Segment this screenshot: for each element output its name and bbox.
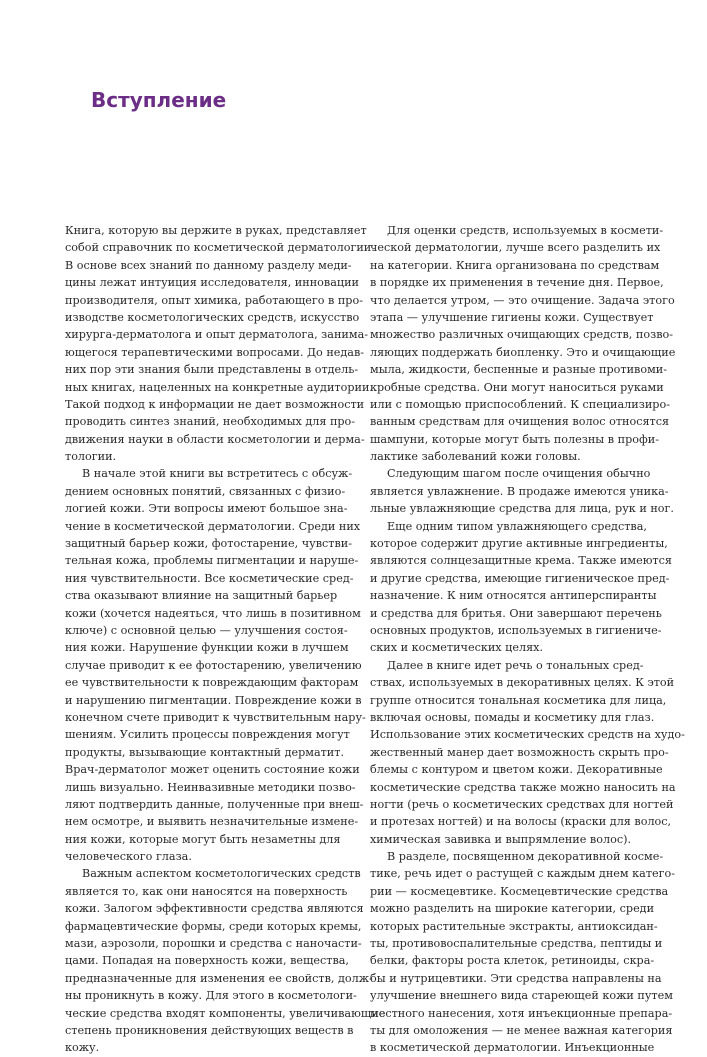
text-line: ны проникнуть в кожу. Для этого в косметологи- [65, 989, 357, 1003]
text-line: них пор эти знания были представлены в отдель- [65, 363, 359, 377]
text-line: химическая завивка и выпрямление волос). [370, 832, 631, 846]
text-line: человеческого глаза. [65, 850, 192, 864]
text-line: группе относится тональная косметика для лица, [370, 693, 667, 707]
text-line: Важным аспектом косметологических средств [82, 867, 361, 881]
text-line: можно разделить на широкие категории, среди [370, 902, 655, 916]
text-line: ческой дерматологии, лучше всего разделить их [370, 241, 661, 255]
text-line: и средства для бритья. Они завершают перечень [370, 606, 662, 620]
right-text-column [370, 222, 685, 1057]
text-line: ния кожи, которые могут быть незаметны для [65, 832, 341, 846]
text-line: блемы с контуром и цветом кожи. Декоративные [370, 763, 663, 777]
text-line: ния кожи. Нарушение функции кожи в лучшем [65, 641, 349, 655]
text-line: рии — космецевтике. Космецевтические средства [370, 884, 669, 898]
text-line: Такой подход к информации не дает возможности [65, 397, 365, 411]
text-line: белки, факторы роста клеток, ретиноиды, скра- [370, 954, 655, 968]
text-line: или с помощью приспособлений. К специализиро- [370, 397, 670, 411]
text-line: ющегося терапевтическими вопросами. До недав- [65, 345, 365, 359]
text-line: включая основы, помады и косметику для глаз. [370, 710, 655, 724]
text-line: тологии. [65, 450, 117, 464]
text-line: степень проникновения действующих веществ в [65, 1023, 354, 1037]
text-line: ты, противовоспалительные средства, пептиды и [370, 937, 663, 951]
text-line: хирурга-дерматолога и опыт дерматолога, занима- [65, 328, 369, 342]
text-line: ческие средства входят компоненты, увеличивающие [65, 1006, 386, 1020]
text-line: мази, аэрозоли, порошки и средства с наночасти- [65, 937, 362, 951]
text-line: которых растительные экстракты, антиоксидан- [370, 919, 658, 933]
text-line: В основе всех знаний по данному разделу меди- [65, 258, 352, 272]
text-line: дением основных понятий, связанных с физио- [65, 484, 346, 498]
text-line: льные увлажняющие средства для лица, рук и ног. [370, 502, 674, 516]
text-line: кожи (хочется надеяться, что лишь в позитивном [65, 606, 361, 620]
text-line: улучшение внешнего вида стареющей кожи путем [370, 989, 673, 1003]
text-line: ее чувствительности к повреждающим факторам [65, 676, 359, 690]
text-line: конечном счете приводит к чувствительным нару- [65, 710, 366, 724]
text-line: Врач-дерматолог может оценить состояние кожи [65, 763, 360, 777]
text-line: тике, речь идет о растущей с каждым днем катего- [370, 867, 676, 881]
text-line: изводстве косметологических средств, искусство [65, 310, 360, 324]
text-line: и другие средства, имеющие гигиеническое пред- [370, 571, 670, 585]
text-line: Далее в книге идет речь о тональных сред- [387, 658, 644, 672]
text-line: защитный барьер кожи, фотостарение, чувстви- [65, 537, 353, 551]
text-line: цами. Попадая на поверхность кожи, вещества, [65, 954, 349, 968]
text-line: Книга, которую вы держите в руках, представляет [65, 224, 367, 237]
text-line: Следующим шагом после очищения обычно [387, 467, 651, 481]
text-line: кожи. Залогом эффективности средства являются [65, 902, 364, 916]
text-line: Еще одним типом увлажняющего средства, [387, 519, 647, 533]
text-line: являются солнцезащитные крема. Также имеются [370, 554, 672, 568]
text-line: производителя, опыт химика, работающего в про- [65, 293, 363, 307]
text-line: предназначенные для изменения ее свойств, долж- [65, 971, 373, 985]
text-line: и протезах ногтей) и на волосы (краски для волос, [370, 815, 672, 829]
text-line: продукты, вызывающие контактный дерматит. [65, 745, 345, 759]
text-line: тельная кожа, проблемы пигментации и наруше- [65, 554, 359, 568]
text-line: кробные средства. Они могут наноситься руками [370, 380, 664, 394]
text-line: ства оказывают влияние на защитный барьер [65, 589, 338, 603]
left-text-column [65, 222, 386, 1057]
text-line: является увлажнение. В продаже имеются уника- [370, 484, 669, 498]
text-line: этапа — улучшение гигиены кожи. Существует [370, 310, 654, 324]
text-line: В начале этой книги вы встретитесь с обсуж- [82, 467, 353, 481]
text-line: проводить синтез знаний, необходимых для про- [65, 415, 356, 429]
text-line: и нарушению пигментации. Повреждение кожи в [65, 693, 362, 707]
text-line: ния чувствительности. Все косметические сред- [65, 571, 354, 585]
text-line: нем осмотре, и выявить незначительные измене- [65, 815, 359, 829]
text-line: шампуни, которые могут быть полезны в профи- [370, 432, 659, 446]
text-line: является то, как они наносятся на поверхность [65, 884, 348, 898]
text-line: множество различных очищающих средств, позво- [370, 328, 674, 342]
text-line: бы и нутрицевтики. Эти средства направлены на [370, 971, 662, 985]
text-line: случае приводит к ее фотостарению, увеличению [65, 658, 362, 672]
text-line: лактике заболеваний кожи головы. [370, 450, 581, 464]
text-line: в порядке их применения в течение дня. Первое, [370, 276, 664, 290]
text-line: кожу. [65, 1041, 100, 1055]
page-title: Вступление [91, 88, 227, 112]
text-line: назначение. К ним относятся антиперспиранты [370, 589, 657, 603]
text-line: лишь визуально. Неинвазивные методики позво- [65, 780, 356, 794]
text-line: в косметической дерматологии. Инъекционные [370, 1041, 655, 1055]
text-line: что делается утром, — это очищение. Задача этого [370, 293, 675, 307]
text-line: ляющих поддержать биопленку. Это и очищающие [370, 345, 676, 359]
text-line: логией кожи. Эти вопросы имеют большое зна- [65, 502, 348, 516]
text-line: чение в косметической дерматологии. Среди них [65, 519, 361, 533]
text-line: косметические средства также можно наносить на [370, 780, 676, 794]
text-line: Использование этих косметических средств на худо- [370, 728, 685, 742]
text-line: Для оценки средств, используемых в космети- [387, 224, 664, 237]
text-line: на категории. Книга организована по средствам [370, 258, 660, 272]
text-line: фармацевтические формы, среди которых кремы, [65, 919, 362, 933]
text-line: мыла, жидкости, беспенные и разные противоми- [370, 363, 668, 377]
text-line: основных продуктов, используемых в гигиениче- [370, 623, 662, 637]
text-line: шениям. Усилить процессы повреждения могут [65, 728, 350, 742]
text-line: ных книгах, нацеленных на конкретные аудитории. [65, 380, 373, 394]
text-line: В разделе, посвященном декоративной косме- [387, 850, 664, 864]
text-line: местного нанесения, хотя инъекционные препара- [370, 1006, 673, 1020]
text-line: ванным средствам для очищения волос относятся [370, 415, 670, 429]
text-line: ских и косметических целях. [370, 641, 543, 655]
text-line: ты для омоложения — не менее важная категория [370, 1023, 673, 1037]
text-line: которое содержит другие активные ингредиенты, [370, 537, 668, 551]
text-line: ствах, используемых в декоративных целях. К этой [370, 676, 675, 690]
text-line: жественный манер дает возможность скрыть про- [370, 745, 669, 759]
text-line: цины лежат интуиция исследователя, инновации [65, 276, 359, 290]
text-line: ногти (речь о косметических средствах для ногтей [370, 797, 674, 811]
text-line: собой справочник по косметической дерматологии. [65, 241, 375, 255]
text-line: движения науки в области косметологии и дерма- [65, 432, 365, 446]
text-line: ключе) с основной целью — улучшения состоя- [65, 623, 348, 637]
text-line: ляют подтвердить данные, полученные при внеш- [65, 797, 364, 811]
